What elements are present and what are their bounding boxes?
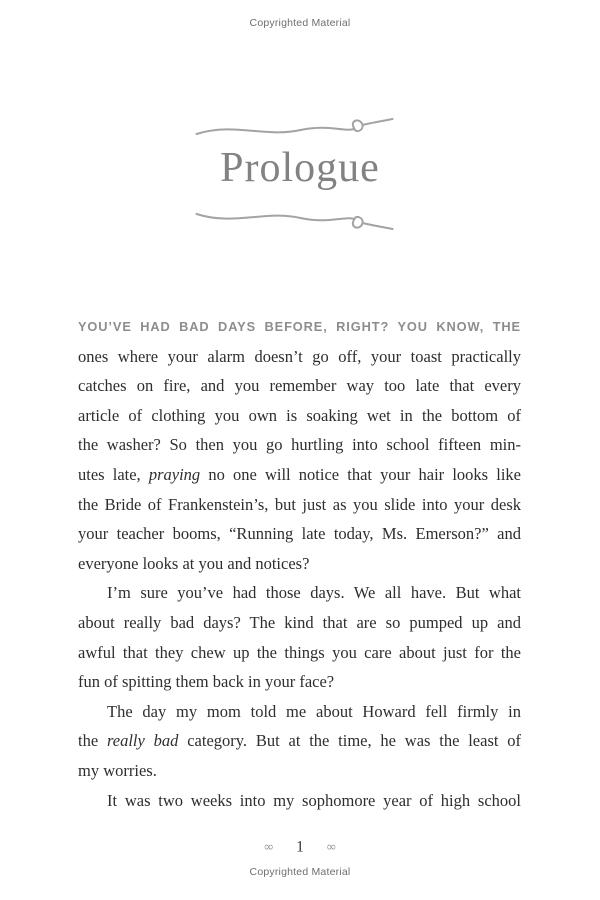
text-line — [78, 578, 521, 608]
text-line — [78, 786, 521, 816]
text-segment: the — [78, 731, 107, 751]
text-segment: YOU’VE HAD BAD DAYS BEFORE, RIGHT? YOU KNOW, THE — [78, 319, 521, 334]
text-segment: no one will notice that your hair looks like — [200, 464, 521, 484]
copyright-notice-top: Copyrighted Material — [249, 17, 351, 29]
text-line — [78, 371, 521, 401]
text-segment: It was two weeks into my sophomore year of high school — [107, 790, 521, 810]
text-segment-italic: really bad — [106, 731, 179, 751]
text-line — [78, 430, 521, 460]
text-segment: category. But at the time, he was the least of — [178, 731, 521, 751]
body-text — [78, 312, 521, 815]
text-line — [78, 638, 521, 668]
text-segment: article of clothing you own is soaking wet in the bottom of — [78, 405, 521, 425]
text-line — [78, 401, 521, 431]
text-line — [78, 519, 521, 549]
text-line — [78, 549, 521, 579]
text-line — [78, 726, 521, 756]
text-line — [78, 756, 521, 786]
text-segment: my worries. — [78, 760, 157, 780]
text-segment: awful that they chew up the things you care about just for the — [78, 642, 521, 662]
text-segment: the Bride of Frankenstein’s, but just as you slide into your desk — [78, 494, 521, 514]
text-line — [78, 490, 521, 520]
text-segment: catches on fire, and you remember way too late that every — [78, 376, 521, 396]
text-segment: The day my mom told me about Howard fell firmly in — [107, 701, 521, 721]
page-number: 1 — [296, 838, 304, 856]
text-line — [78, 342, 521, 372]
text-segment: I’m sure you’ve had those days. We all have. But what — [107, 583, 521, 603]
page-footer — [0, 838, 600, 856]
text-segment: ones where your alarm doesn’t go off, your toast practically — [78, 346, 521, 366]
text-segment: everyone looks at you and notices? — [78, 553, 310, 573]
text-segment-italic: praying — [148, 464, 201, 484]
text-line — [78, 312, 521, 342]
chapter-title: Prologue — [220, 145, 380, 191]
flourish-bottom-icon — [193, 204, 408, 232]
text-line — [78, 608, 521, 638]
text-segment: fun of spitting them back in your face? — [78, 672, 335, 692]
copyright-notice-bottom: Copyrighted Material — [249, 866, 351, 878]
text-line — [78, 667, 521, 697]
flourish-top-icon — [193, 116, 408, 144]
text-segment: your teacher booms, “Running late today, Ms. Emerson?” and — [78, 524, 521, 544]
text-line — [78, 460, 521, 490]
text-line — [78, 697, 521, 727]
footer-ornament-right-icon: ∞ — [325, 839, 337, 855]
text-segment: the washer? So then you go hurtling into school fifteen min- — [78, 435, 521, 455]
footer-ornament-left-icon: ∞ — [263, 839, 275, 855]
text-segment: about really bad days? The kind that are so pumped up and — [78, 612, 521, 632]
text-segment: utes late, — [78, 464, 149, 484]
